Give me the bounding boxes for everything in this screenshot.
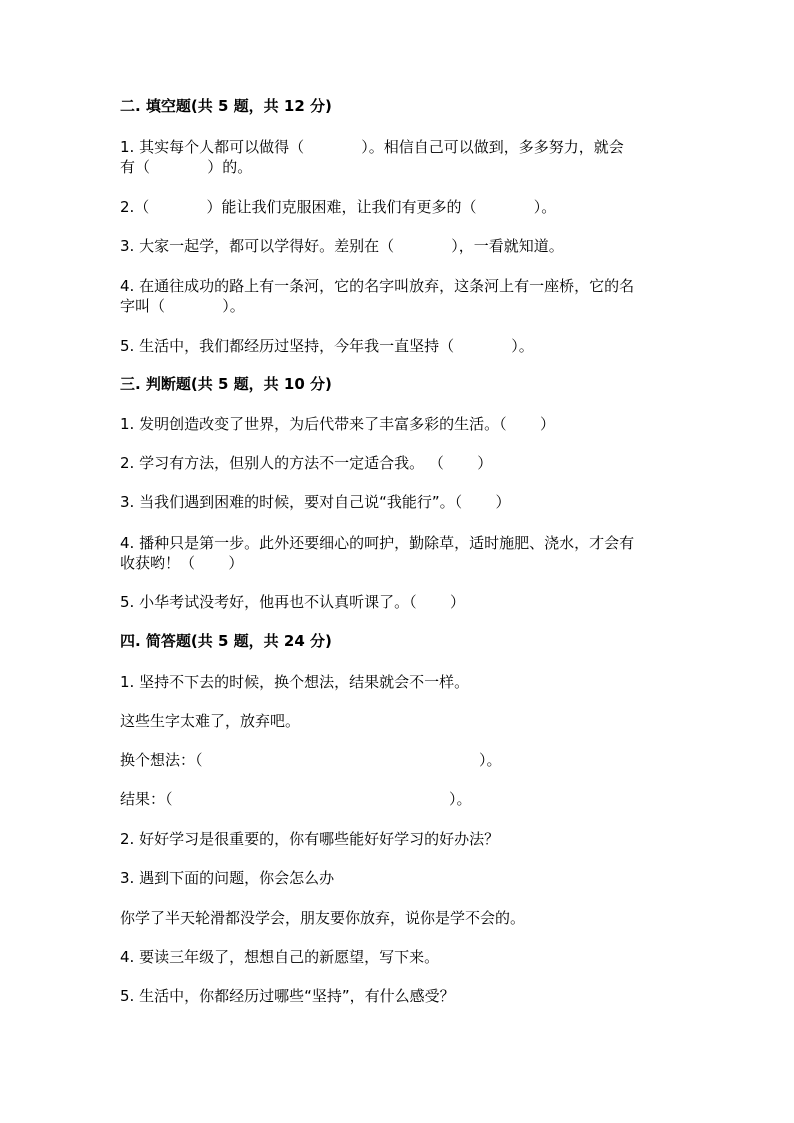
question-line: 5. 生活中，你都经历过哪些“坚持”，有什么感受？ bbox=[120, 987, 455, 1005]
question-line: 1. 坚持不下去的时候，换个想法，结果就会不一样。 bbox=[120, 673, 470, 691]
question-line: 4. 要读三年级了，想想自己的新愿望，写下来。 bbox=[120, 948, 440, 966]
question-line: 有（ ）的。 bbox=[120, 158, 253, 176]
section-heading-true-false: 三. 判断题(共 5 题，共 10 分) bbox=[120, 375, 332, 393]
question-line: 收获哟！（ ） bbox=[120, 554, 244, 572]
question-line: 2.（ ）能让我们克服困难，让我们有更多的（ ）。 bbox=[120, 198, 557, 216]
question-line: 2. 好好学习是很重要的，你有哪些能好好学习的好办法？ bbox=[120, 830, 500, 848]
question-line: 3. 遇到下面的问题，你会怎么办 bbox=[120, 869, 335, 887]
question-line: 1. 其实每个人都可以做得（ ）。相信自己可以做到，多多努力，就会 bbox=[120, 138, 624, 156]
question-line: 换个想法：（ ）。 bbox=[120, 751, 502, 769]
question-line: 4. 在通往成功的路上有一条河，它的名字叫放弃，这条河上有一座桥，它的名 bbox=[120, 277, 635, 295]
question-line: 5. 小华考试没考好，他再也不认真听课了。（ ） bbox=[120, 593, 465, 611]
question-line: 字叫（ ）。 bbox=[120, 297, 245, 315]
question-line: 你学了半天轮滑都没学会，朋友要你放弃，说你是学不会的。 bbox=[120, 909, 526, 927]
question-line: 这些生字太难了，放弃吧。 bbox=[120, 712, 301, 730]
question-line: 结果：（ ）。 bbox=[120, 790, 472, 808]
question-line: 5. 生活中，我们都经历过坚持，今年我一直坚持（ ）。 bbox=[120, 337, 534, 355]
section-heading-short-answer: 四. 简答题(共 5 题，共 24 分) bbox=[120, 632, 332, 650]
question-line: 3. 当我们遇到困难的时候，要对自己说“我能行”。（ ） bbox=[120, 493, 511, 511]
section-heading-fill-blank: 二. 填空题(共 5 题，共 12 分) bbox=[120, 97, 332, 115]
question-line: 2. 学习有方法，但别人的方法不一定适合我。 （ ） bbox=[120, 454, 493, 472]
question-line: 4. 播种只是第一步。此外还要细心的呵护，勤除草，适时施肥、浇水，才会有 bbox=[120, 534, 635, 552]
question-line: 1. 发明创造改变了世界，为后代带来了丰富多彩的生活。（ ） bbox=[120, 415, 555, 433]
question-line: 3. 大家一起学，都可以学得好。差别在（ ），一看就知道。 bbox=[120, 237, 564, 255]
